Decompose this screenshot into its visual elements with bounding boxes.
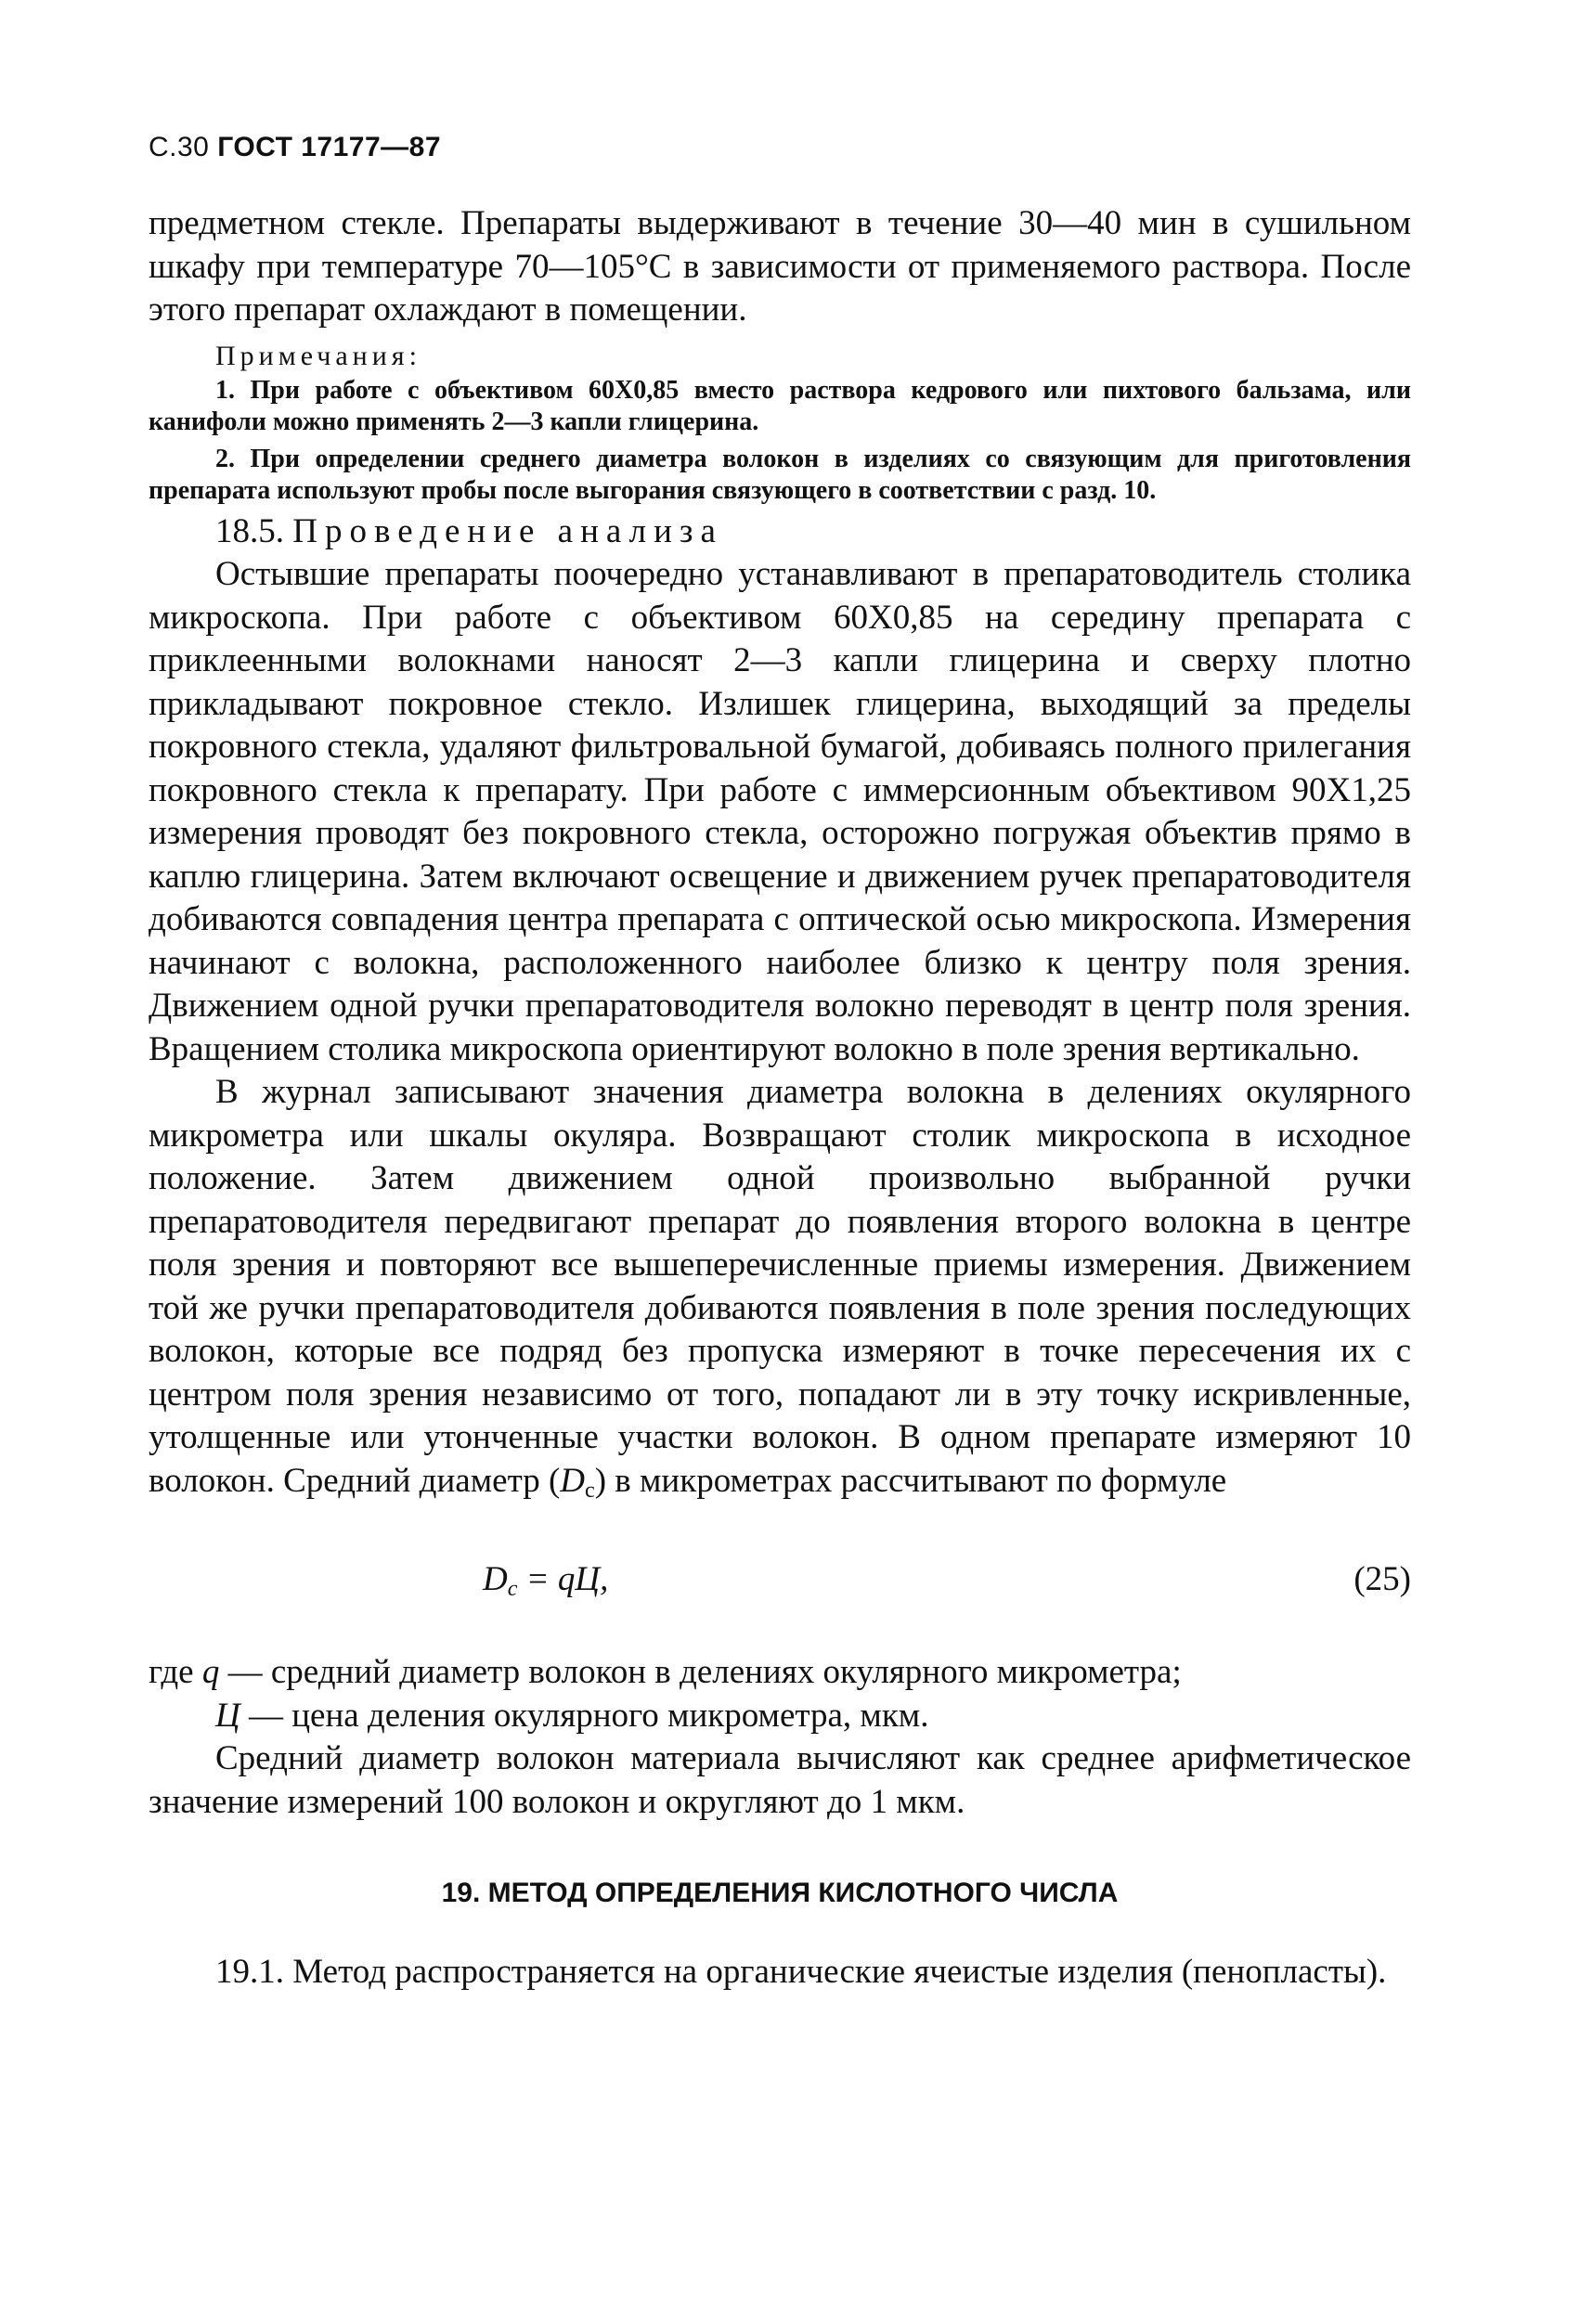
symbol-c: Ц (215, 1696, 240, 1735)
diameter-subscript: с (585, 1478, 595, 1503)
paragraph-journal: В журнал записывают значения диаметра волокна в делениях окулярного микрометра или шкалы окуляра. Возвращают столик микроскопа в исходное положение. Затем движением одной произвольно выбранной ручки препаратоводителя передвигают препарат до появления второго волокна в центре поля зрения и повторяют все вышеперечисленные приемы измерения. Движением той же ручки препаратоводителя добиваются появления в поле зрения последующих волокон, которые все подряд без пропуска измеряют в точке пересечения их с центром поля зрения независимо от того, попадают ли в эту точку искривленные, утолщенные или утонченные участки волокон. В одном препарате измеряют 10 волокон. Средний диаметр $(D_с)$ в микрометрах рассчитывают по формуле (149, 1073, 1411, 1503)
paragraph-journal-text: В журнал записывают значения диаметра волокна в делениях окулярного микрометра или шкалы окуляра. Возвращают столик микроскопа в исходное положение. Затем движением одной произвольно выбранной ручки препаратоводителя передвигают препарат до появления второго волокна в центре поля зрения и повторяют все вышеперечисленные приемы измерения. Движением той же ручки препаратоводителя добиваются появления в поле зрения последующих волокон, которые все подряд без пропуска измеряют в точке пересечения их с центром поля зрения независимо от того, попадают ли в эту точку искривленные, утолщенные или утонченные участки волокон. В одном препарате измеряют 10 волокон. Средний диаметр (149, 1073, 1411, 1500)
standard-number: ГОСТ 17177—87 (217, 132, 442, 162)
definition-c-text: — цена деления окулярного микрометра, мкм. (240, 1696, 929, 1735)
formula-subscript: с (507, 1577, 518, 1601)
definition-q (149, 1651, 1411, 1695)
formula-number: (25) (1353, 1560, 1411, 1598)
subsection-title: Проведение анализа (292, 511, 723, 550)
symbol-q: q (201, 1653, 220, 1691)
section-heading: 19. МЕТОД ОПРЕДЕЛЕНИЯ КИСЛОТНОГО ЧИСЛА (441, 1878, 1119, 1908)
paragraph-continuation: предметном стекле. Препараты выдерживают в течение 30—40 мин в сушильном шкафу при температуре 70—105°С в зависимости от применяемого раствора. После этого препарат охлаждают в помещении. (149, 204, 1411, 329)
formula-25 (149, 1512, 1411, 1651)
definition-c (149, 1695, 1411, 1738)
paragraph-analysis: Остывшие препараты поочередно устанавливают в препаратоводитель столика микроскопа. При работе с объективом 60Х0,85 на середину препарата с приклеенными волокнами наносят 2—3 капли глицерина и сверху плотно прикладывают покровное стекло. Излишек глицерина, выходящий за пределы покровного стекла, удаляют фильтровальной бумагой, добиваясь полного прилегания покровного стекла к препарату. При работе с иммерсионным объективом 90Х1,25 измерения проводят без покровного стекла, осторожно погружая объектив прямо в каплю глицерина. Затем включают освещение и движением ручек препаратоводителя добиваются совпадения центра препарата с оптической осью микроскопа. Измерения начинают с волокна, расположенного наиболее близко к центру поля зрения. Движением одной ручки препаратоводителя волокно переводят в центр поля зрения. Вращением столика микроскопа ориентируют волокно в поле зрения вертикально. (149, 555, 1411, 1068)
formula-rhs: = qЦ, (517, 1560, 609, 1598)
formula-lhs: D (483, 1560, 508, 1598)
paragraph-19-1: 19.1. Метод распространяется на органические ячеистые изделия (пенопласты). (215, 1952, 1387, 1991)
formula-expression (483, 1558, 608, 1611)
definition-q-text: — средний диаметр волокон в делениях окулярного микрометра; (219, 1653, 1182, 1691)
paragraph-journal-end: в микрометрах рассчитывают по формуле (615, 1461, 1227, 1500)
definition-lead: где (149, 1653, 202, 1691)
subsection-number: 18.5. (215, 511, 284, 550)
subsection-heading (149, 510, 1411, 554)
paragraph-mean: Средний диаметр волокон материала вычисляют как среднее арифметическое значение измерений 100 волокон и округляют до 1 мкм. (149, 1739, 1411, 1821)
page-reference: С.30 (149, 132, 210, 162)
note-1: 1. При работе с объективом 60Х0,85 вместо раствора кедрового или пихтового бальзама, или канифоли можно применять 2—3 капли глицерина. (149, 375, 1411, 436)
document-body (149, 202, 1411, 1994)
notes-title: Примечания: (215, 340, 421, 371)
note-2: 2. При определении среднего диаметра волокон в изделиях со связующим для приготовления препарата используют пробы после выгорания связующего в соответствии с разд. 10. (149, 444, 1411, 505)
page-header (149, 132, 441, 163)
diameter-symbol: D (560, 1461, 586, 1500)
